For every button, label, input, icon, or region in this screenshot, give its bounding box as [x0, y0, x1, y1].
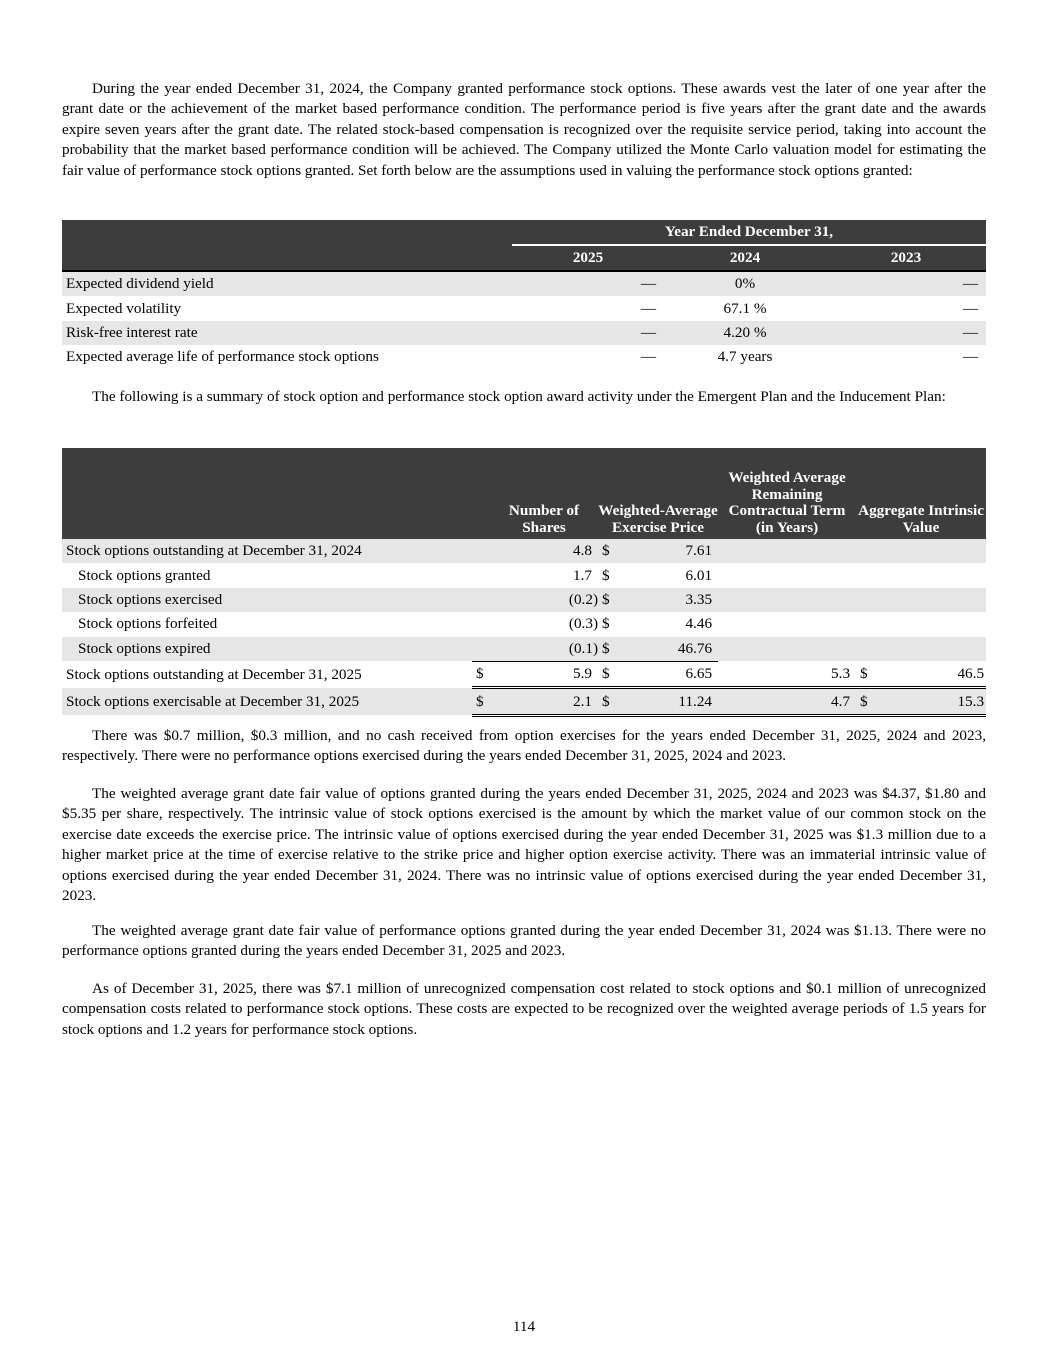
dollar-sign: $ [602, 615, 610, 633]
price-value: 11.24 [626, 688, 718, 715]
table-row [62, 661, 986, 687]
value-2024: 67.1 % [723, 299, 767, 317]
value-2024: 4.7 years [717, 348, 773, 366]
year-2024-header: 2024 [664, 245, 826, 271]
page-number: 114 [512, 1318, 536, 1335]
dollar-sign: $ [856, 661, 884, 687]
value-2025: — [640, 299, 656, 317]
table-row [62, 271, 986, 296]
performance-fair-value-paragraph: The weighted average grant date fair value of performance options granted during the year ended December 31, 2024 was $1.13. There were no performance options granted during the years ended December 31, 2025 and 2023. [62, 922, 986, 960]
value-2023: — [826, 271, 986, 296]
table-row [62, 345, 986, 369]
value-2025: — [640, 348, 656, 366]
shares-value: 1.7 [573, 566, 593, 584]
term-value: 4.7 [718, 688, 856, 715]
cash-received-paragraph: There was $0.7 million, $0.3 million, and no cash received from option exercises for the years ended December 31, 2025, 2024 and 2023, respectively. There were no performance options exercised during the years ended December 31, 2025, 2024 and 2023. [62, 727, 986, 765]
year-2025-header: 2025 [512, 245, 664, 271]
activity-table [62, 448, 986, 717]
row-label: Risk-free interest rate [62, 321, 512, 345]
assumptions-table [62, 220, 986, 370]
intrinsic-value: 15.3 [884, 688, 986, 715]
year-2023-header: 2023 [826, 245, 986, 271]
value-2025: — [512, 321, 664, 345]
dollar-sign: $ [602, 566, 610, 584]
shares-value: 4.8 [500, 539, 598, 563]
dollar-sign: $ [598, 637, 626, 662]
row-label: Stock options outstanding at December 31, 2024 [62, 539, 472, 563]
shares-header: Number of Shares [472, 448, 598, 539]
row-label: Expected average life of performance stock options [66, 348, 379, 366]
table-row [62, 688, 986, 715]
year-ended-header: Year Ended December 31, [512, 220, 986, 245]
shares-value: (0.1) [500, 637, 598, 662]
table-row [62, 612, 986, 636]
dollar-sign: $ [598, 588, 626, 612]
value-2024: 4.20 % [664, 321, 826, 345]
row-label: Expected volatility [66, 299, 182, 317]
price-value: 6.01 [685, 566, 713, 584]
price-value: 46.76 [626, 637, 718, 662]
dollar-sign: $ [598, 688, 626, 715]
row-label: Stock options outstanding at December 31, 2025 [66, 665, 362, 683]
value-2023: — [826, 321, 986, 345]
fair-value-paragraph: The weighted average grant date fair value of options granted during the years ended December 31, 2025, 2024 and 2023 was $4.37, $1.80 and $5.35 per share, respectively. The intrinsic value of stock options exercised is the amount by which the market value of our common stock on the exercise date exceeds the exercise price. The intrinsic value of options exercised during the year ended December 31, 2025 was $1.3 million due to a higher market price at the time of exercise relative to the strike price and higher option exercise activity. There was an immaterial intrinsic value of options exercised during the year ended December 31, 2024. There was no intrinsic value of options exercised during the year ended December 31, 2023. [62, 785, 986, 905]
shares-value: 5.9 [500, 661, 598, 687]
value-2023: — [962, 348, 979, 366]
intrinsic-value: 46.5 [884, 661, 986, 687]
shares-value: 2.1 [500, 688, 598, 715]
row-label: Expected dividend yield [62, 271, 512, 296]
price-value: 4.46 [685, 615, 713, 633]
intrinsic-value-header: Aggregate Intrinsic Value [856, 448, 986, 539]
dollar-sign: $ [472, 661, 500, 687]
table-row [62, 637, 986, 662]
row-label: Stock options granted [78, 566, 211, 584]
row-label: Stock options exercised [62, 588, 472, 612]
price-value: 6.65 [626, 661, 718, 687]
remaining-term-header: Weighted Average Remaining Contractual Term (in Years) [718, 448, 856, 539]
row-label: Stock options forfeited [78, 615, 218, 633]
value-2025: — [512, 271, 664, 296]
dollar-sign: $ [598, 661, 626, 687]
table-row [62, 588, 986, 612]
dollar-sign: $ [472, 688, 500, 715]
row-label: Stock options exercisable at December 31, 2025 [62, 688, 472, 715]
intro-paragraph: During the year ended December 31, 2024, the Company granted performance stock options. These awards vest the later of one year after the grant date or the achievement of the market based performance condition. The performance period is five years after the grant date and the awards expire seven years after the grant date. The related stock-based compensation is recognized over the requisite service period, taking into account the probability that the market based performance condition will be achieved. The Company utilized the Monte Carlo valuation model for estimating the fair value of performance stock options granted. Set forth below are the assumptions used in valuing the performance stock options granted: [62, 80, 986, 179]
value-2023: — [962, 299, 979, 317]
table-row [62, 321, 986, 345]
shares-value: (0.3) [568, 615, 599, 633]
shares-value: (0.2) [500, 588, 598, 612]
value-2024: 0% [664, 271, 826, 296]
dollar-sign: $ [856, 688, 884, 715]
row-label: Stock options expired [62, 637, 472, 662]
table-row [62, 539, 986, 563]
assumptions-header-row [62, 220, 986, 245]
table-row [62, 296, 986, 320]
exercise-price-header: Weighted-Average Exercise Price [598, 448, 718, 539]
assumptions-years-row [62, 245, 986, 271]
table-row [62, 563, 986, 587]
dollar-sign: $ [598, 539, 626, 563]
price-value: 7.61 [626, 539, 718, 563]
term-value: 5.3 [718, 661, 856, 687]
unrecognized-cost-paragraph: As of December 31, 2025, there was $7.1 million of unrecognized compensation cost related to stock options and $0.1 million of unrecognized compensation costs related to performance stock options. These costs are expected to be recognized over the weighted average periods of 1.5 years for stock options and 1.2 years for performance stock options. [62, 980, 986, 1038]
price-value: 3.35 [626, 588, 718, 612]
activity-header-row [62, 448, 986, 539]
summary-intro-paragraph: The following is a summary of stock option and performance stock option award activity under the Emergent Plan and the Inducement Plan: [92, 388, 946, 405]
